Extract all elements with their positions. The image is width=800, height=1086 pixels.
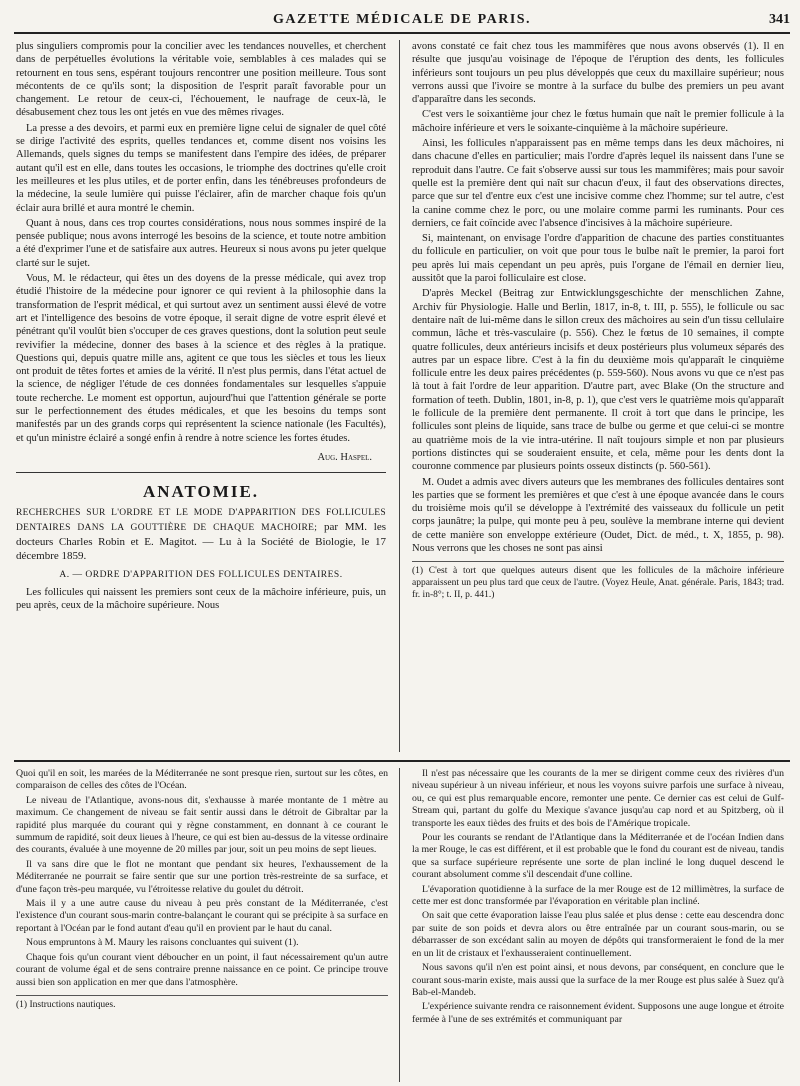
section-title: ANATOMIE. xyxy=(142,482,260,502)
paragraph: Nous empruntons à M. Maury les raisons concluantes qui suivent (1). xyxy=(26,937,299,949)
subsection-heading: A. — ORDRE D'APPARITION DES FOLLICULES DENTAIRES. xyxy=(59,569,343,580)
paragraph: C'est vers le soixantième jour chez le fœtus humain que naît le premier follicule à la mâchoire inférieure et vers le soixante-cinquième à la mâchoire supérieure. xyxy=(412,109,784,134)
page-number: 341 xyxy=(769,12,790,27)
paragraph: Pour les courants se rendant de l'Atlantique dans la Méditerranée et de l'océan Indien dans la mer Rouge, le cas est différent, et il est probable que le fond du courant est de niveau, tandis que sa surface supérieure représente une sorte de plan incliné le long duquel descend le courant absolument comme s'il descendait d'une colline. xyxy=(412,832,784,881)
footnote: (1) C'est à tort que quelques auteurs disent que les follicules de la mâchoire inférieure apparaissent un peu plus tard que ceux de l'autre. (Voyez Heule, Anat. générale. Paris, 1843; trad. fr. in-8°; t. II, p. 441.) xyxy=(412,561,784,601)
page-header xyxy=(14,10,790,34)
footnote: (1) Instructions nautiques. xyxy=(16,995,388,1011)
lower-left-column xyxy=(16,768,388,1082)
left-column xyxy=(16,40,386,752)
paragraph: avons constaté ce fait chez tous les mammifères que nous avons observés (1). Il en résulte que jusqu'au voisinage de l'époque de l'éruption des dents, les follicules inférieurs sont toujours un peu plus développés que ceux du maxillaire supérieur; nous verrons aussi que l'ivoire se montre à la surface du bulbe des premiers un peu avant d'apparaître dans les seconds. xyxy=(412,41,784,106)
lower-right-column xyxy=(412,768,784,1082)
paragraph: Mais il y a une autre cause du niveau à peu près constant de la Méditerranée, c'est l'existence d'un courant sous-marin contre-balançant le courant qui se précipite à sa surface en reportant à l'Océan par le fond autant d'eau qu'il en provient par le haut du canal. xyxy=(16,898,388,934)
journal-title: GAZETTE MÉDICALE DE PARIS. xyxy=(272,12,532,27)
paragraph: M. Oudet a admis avec divers auteurs que les membranes des follicules dentaires sont les parties que se forment les premières et que c'est à une époque avancée dans le cours du troisième mois qu'il se développe à l'extrémité des vaisseaux du follicule un petit corps jaunâtre; la pulpe, qui monte peu à peu, soulève la membrane interne qui devient de cette manière son enveloppe extérieure (Oudet, Dict. de méd., t. X, 1855, p. 98). Nous verrons que les choses ne sont pas ainsi xyxy=(412,476,784,554)
divider xyxy=(16,472,386,473)
paragraph: Quant à nous, dans ces trop courtes considérations, nous nous sommes inspiré de la pensée publique; nous avons interrogé les besoins de la science, et toute notre ambition a été d'exprimer l'une et de satisfaire aux autres. Heureux si nous avons pu jeter quelque clarté sur le sujet. xyxy=(16,217,386,269)
paragraph: Ainsi, les follicules n'apparaissent pas en même temps dans les deux mâchoires, ni dans chacune d'elles en particulier; mais l'ordre d'après lequel ils naissent dans l'une se reproduit dans l'autre. Ce fait s'observe aussi sur tous les mammifères; mais pour savoir quelle est la première dent qui naît sur chacun d'eux, il faut des observations directes, parce que sur tel d'entre eux c'est une incisive comme chez l'homme; sur tel autre, c'est la canine comme chez le porc, ou une molaire comme parmi les ruminants. Pour ces derniers, ce fait coïncide avec l'absence d'incisives à la mâchoire supérieure. xyxy=(412,138,784,229)
paragraph: La presse a des devoirs, et parmi eux en première ligne celui de signaler de quel côté se dirige l'activité des esprits, quelles tendances et, comme disent nos voisins les Allemands, quels signes du temps se manifestent dans l'empire des idées, de préparer autant qu'il est en elle, dans toutes les occasions, le triomphe des doctrines qu'elle croit les meilleures et les plus utiles, et de porter enfin, dans les ténébreuses profondeurs de la médecine, la seule lumière qui puisse l'éclairer, afin de marcher chaque fois qu'un éclair aura brillé et aura montré le chemin. xyxy=(16,122,386,214)
paragraph: Vous, M. le rédacteur, qui êtes un des doyens de la presse médicale, qui avez trop étudié l'histoire de la médecine pour ignorer ce qui revient à la philosophie dans la transformation de l'esprit médical, et qui surtout avez un sentiment aussi élevé de votre art et l'intelligence des besoins de votre époque, il serait digne de votre esprit élevé et pénétrant qu'il voulût bien s'occuper de ces graves questions, dont la solution peut seule revivifier la médecine, donner des bases à la science et des règles à la pratique. Questions qui, depuis quatre mille ans, agitent ce que tous les siècles et tous les lieux ont produit de têtes fortes et amies de la vérité. Il n'est plus permis, dans l'état actuel de la science, de négliger l'étude de ces données fondamentales sur lesquelles s'appuie toute recherche. Le moment est opportun, aujourd'hui que l'attention générale se porte sur le perfectionnement des études médicales, et que les besoins du temps sont manifestés par un des grands corps qui représentent la science nationale (les Facultés), et qu'un ministre éclairé a songé enfin à rendre à notre science les fortes études. xyxy=(16,273,386,444)
paragraph: Nous savons qu'il n'en est point ainsi, et nous devons, par conséquent, en conclure que le courant sous-marin existe, mais aussi que la surface de la mer Rouge est plus salée à Suez qu'à Bab-el-Mandeb. xyxy=(412,962,784,998)
article-title-caps: RECHERCHES SUR L'ORDRE ET LE MODE D'APPARITION DES FOLLICULES DENTAIRES DANS LA GOUTTIÈRE DE CHAQUE MACHOIRE; xyxy=(16,507,386,533)
paragraph: D'après Meckel (Beitrag zur Entwicklungsgeschichte der menschlichen Zahne, Archiv für Physiologie. Halle und Berlin, 1817, in-8, t. III, p. 555), le follicule ou sac dentaire naît de lui-même dans le sillon creux des mâchoires au sein d'un tissu cellulaire commun, lâche et très-vasculaire (p. 556). Chez le fœtus de 10 semaines, il compte quatre follicules, deux antérieurs incisifs et deux postérieurs plus volumeux séparés des autres par un espace libre. C'est à la fin du deuxième mois qu'apparaît le cinquième follicule entre les deux paires précédentes (p. 559-560). Nous avons vu que ce n'est pas là tout à fait l'ordre de leur apparition. D'autre part, avec Blake (On the structure and formation of teeth. Dublin, 1801, in-8, p. 1), que c'est vers le quatrième mois qu'apparaît le follicule de la première dent permanente. Il croit à tort que dans le principe, les follicules sont pleins de liquide, sans trace de bulbe ou germe et que celui-ci se montre au quatrième mois de la vie intra-utérine. Il naît toujours simple et non par plusieurs portions distinctes qui se souderaient ensuite, et cela, même pour les dents dont la couronne commence par plusieurs points osseux distincts (p. 560-561). xyxy=(412,288,784,473)
paragraph: Quoi qu'il en soit, les marées de la Méditerranée ne sont presque rien, surtout sur les côtes, en comparaison de celles des côtes de l'Océan. xyxy=(16,768,388,792)
feuilleton-rule xyxy=(14,760,790,762)
paragraph: Les follicules qui naissent les premiers sont ceux de la mâchoire inférieure, puis, un peu après, ceux de la mâchoire supérieure. Nous xyxy=(16,586,386,612)
paragraph: L'évaporation quotidienne à la surface de la mer Rouge est de 12 millimètres, la surface de cette mer est donc transformée par l'évaporation en véritable plan incliné. xyxy=(412,883,784,908)
paragraph: L'expérience suivante rendra ce raisonnement évident. Supposons une auge longue et étroite fermée à l'une de ses extrémités et communiquant par xyxy=(412,1001,784,1025)
column-divider xyxy=(399,768,400,1082)
article-title xyxy=(16,505,386,563)
right-column xyxy=(412,40,784,752)
author-signature: Aug. Haspel. xyxy=(317,451,372,463)
paragraph: On sait que cette évaporation laisse l'eau plus salée et plus dense : cette eau descendra donc par suite de son poids et devra alors ou être entraînée par un courant sous-marin, ou se débarrasser de son excédant salin au moyen de dépôts qui transformeraient le fond de la mer en un lit de cristaux et l'exhausseraient continuellement. xyxy=(412,910,784,959)
column-divider xyxy=(399,40,400,752)
paragraph: Chaque fois qu'un courant vient déboucher en un point, il faut nécessairement qu'un autre courant de volume égal et de sens contraire prenne naissance en ce point. Ce principe trouve aussi bien son application en mer que dans l'atmosphère. xyxy=(16,951,388,988)
paragraph: Le niveau de l'Atlantique, avons-nous dit, s'exhausse à marée montante de 1 mètre au maximum. Ce changement de niveau se fait sentir aussi dans le détroit de Gibraltar par la rapidité plus marquée du courant qui y règne constamment, en donnant à ce courant le summum de rapidité, soit deux lieues à l'heure, ce qui est bien au-dessus de la vitesse ordinaire des courants, évaluée à une moyenne de 20 milles par jour, soit un peu moins de sept lieues. xyxy=(16,794,388,856)
paragraph: Si, maintenant, on envisage l'ordre d'apparition de chacune des parties constituantes du follicule en particulier, on voit que pour tous le bulbe naît le premier, la paroi fort peu après lui mais cependant un peu après, puis l'organe de l'émail en dernier lieu, aussitôt que la paroi folliculaire est close. xyxy=(412,233,784,285)
article-title-authors: par MM. les docteurs Charles Robin et E. Magitot. — Lu à la Société de Biologie, le 17 décembre 1859. xyxy=(16,520,386,562)
paragraph: plus singuliers compromis pour la concilier avec les tendances nouvelles, et cherchent dans de perpétuelles évolutions la véritable voie, semblables à ces malades qui se retournent en tous sens, espérant toujours rencontrer une position meilleure. Tous sont mécontents de ce qu'ils sont; la disposition de l'esprit paraît favorable pour un changement. Le retour de ceux-ci, l'échouement, le naufrage de ceux-là, le désabusement chez tous les ont jetés en vue des mêmes rivages. xyxy=(16,41,386,119)
paragraph: Il n'est pas nécessaire que les courants de la mer se dirigent comme ceux des rivières d'un niveau supérieur à un niveau inférieur, et nous les voyons suivre parfois une surface à niveau, ou, ce qui est plus remarquable encore, remonter une pente. Ce dernier cas est celui de Gulf-Stream qui, partant du golfe du Mexique s'avance jusqu'au cap nord et au Spitzberg, où il transporte les eaux tièdes des fruits et des bois de l'Amérique tropicale. xyxy=(412,768,784,829)
paragraph: Il va sans dire que le flot ne montant que pendant six heures, l'exhaussement de la Méditerranée ne pourrait se faire sentir que sur une portion très-restreinte de sa surface, et d'une façon très-peu marquée, vu l'étroitesse relative du goulet du détroit. xyxy=(16,858,388,895)
